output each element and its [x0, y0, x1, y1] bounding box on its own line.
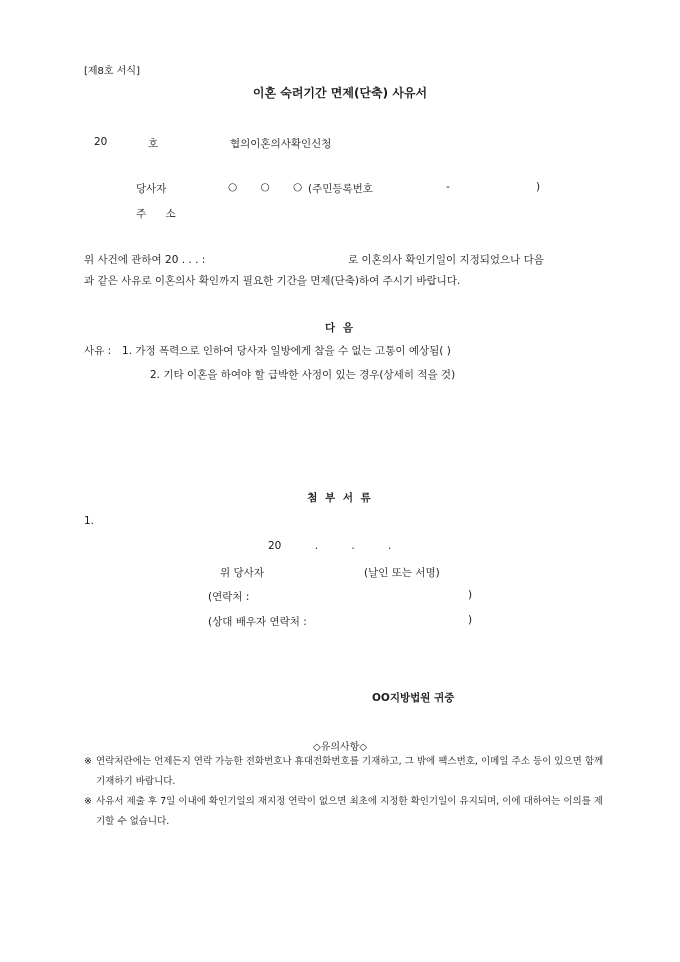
- note-mark: ※: [84, 756, 92, 767]
- party-label: 당사자: [136, 183, 167, 195]
- body-line1-end: 로 이혼의사 확인기일이 지정되었으나 다음: [348, 254, 544, 266]
- form-number: [제8호 서식]: [84, 66, 140, 77]
- note-text: 사유서 제출 후 7일 이내에 확인기일의 재지정 연락이 없으면 최초에 지정한 확인기일이 유지되며, 이에 대하여는 이의를 제기할 수 없습니다.: [96, 796, 604, 827]
- signature-party-label: 위 당사자: [220, 567, 264, 579]
- note-mark: ※: [84, 796, 92, 807]
- signature-date: 20 . . .: [268, 540, 392, 552]
- note-item: [84, 792, 604, 832]
- reason-item-2: 2. 기타 이혼을 하여야 할 급박한 사정이 있는 경우(상세히 적을 것): [150, 369, 456, 381]
- contact-close: ): [468, 589, 473, 601]
- address-label: 주 소: [136, 208, 184, 220]
- note-text: 연락처란에는 언제든지 연락 가능한 전화번호나 휴대전화번호를 기재하고, 그 밖에 팩스번호, 이메일 주소 등이 있으면 함께 기재하기 바랍니다.: [96, 756, 604, 787]
- party-name: ○ ○ ○: [228, 181, 313, 193]
- attachment-item-1: 1.: [84, 515, 95, 527]
- court-addressee: OO지방법원 귀중: [372, 692, 455, 704]
- body-line1-start: 위 사건에 관하여 20 . . . :: [84, 254, 206, 266]
- spouse-contact-open: (상대 배우자 연락처 :: [208, 616, 307, 628]
- case-name: 협의이혼의사확인신청: [230, 138, 332, 150]
- document-title: 이혼 숙려기간 면제(단축) 사유서: [252, 86, 428, 100]
- id-number-close: ): [536, 181, 541, 193]
- id-number-dash: -: [446, 181, 450, 193]
- reasons-prefix: 사유 :: [84, 345, 112, 357]
- body-line2: 과 같은 사유로 이혼의사 확인까지 필요한 기간을 면제(단축)하여 주시기 바랍니다.: [84, 275, 461, 287]
- note-item: [84, 752, 604, 792]
- contact-open: (연락처 :: [208, 591, 250, 603]
- signature-seal-note: (날인 또는 서명): [364, 567, 440, 579]
- case-ho: 호: [148, 138, 159, 150]
- reason-item-1: 1. 가정 폭력으로 인하여 당사자 일방에게 참을 수 없는 고통이 예상됨( ): [122, 345, 451, 357]
- spouse-contact-close: ): [468, 614, 473, 626]
- case-year: 20: [94, 136, 108, 148]
- section-heading-next: 다 음: [325, 322, 355, 334]
- id-number-open: (주민등록번호: [308, 183, 373, 195]
- attachments-heading: 첨 부 서 류: [307, 492, 373, 504]
- notes-heading: ◇유의사항◇: [312, 742, 368, 753]
